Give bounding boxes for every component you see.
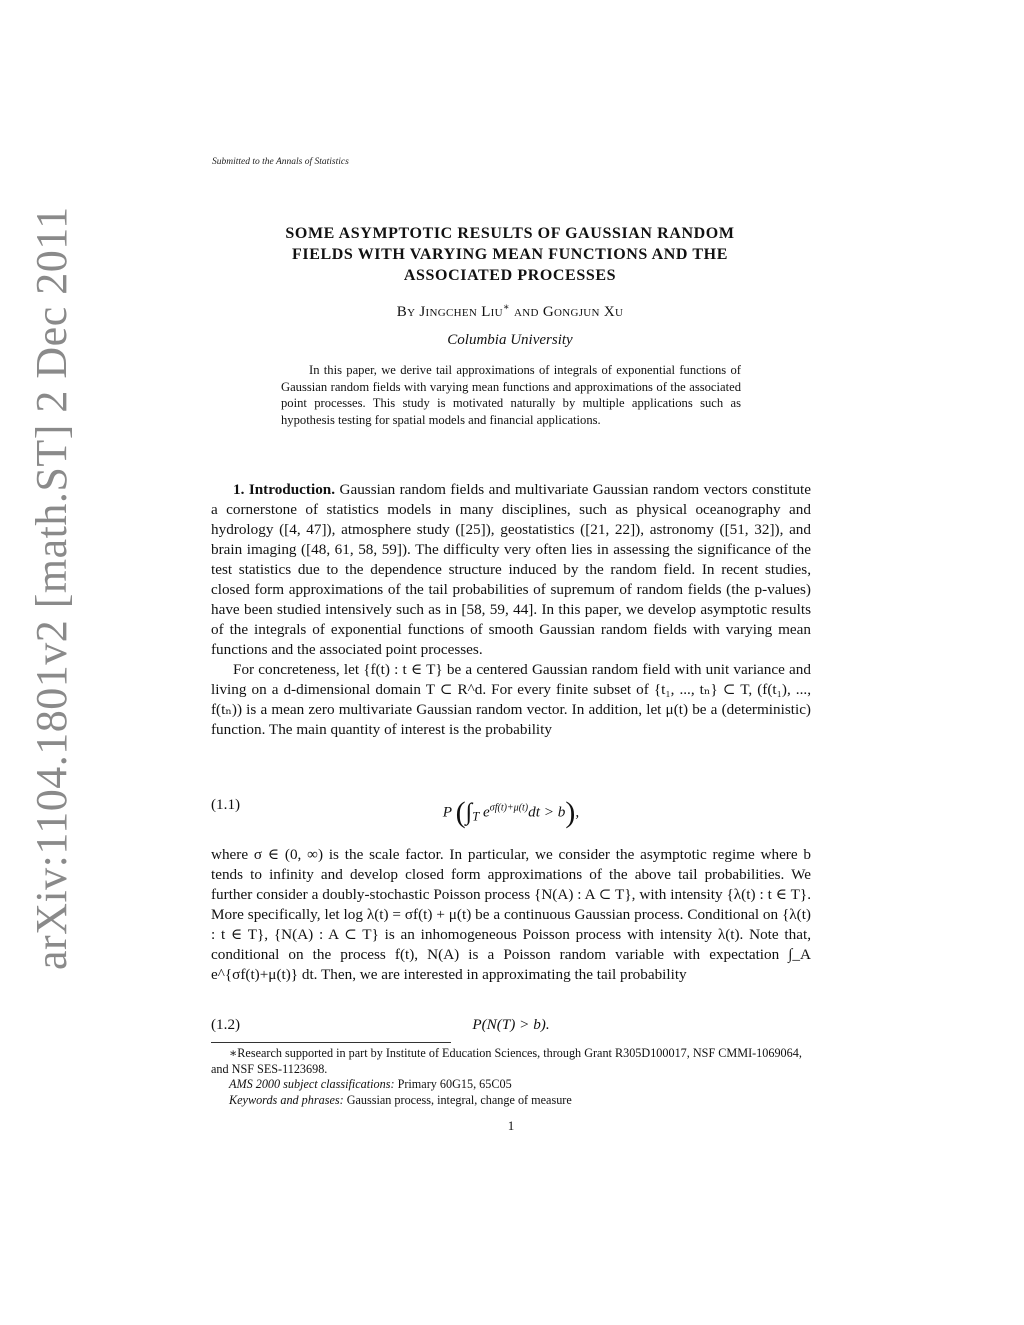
title-line-2: FIELDS WITH VARYING MEAN FUNCTIONS AND THE	[292, 246, 728, 263]
exponent: σf(t)+μ(t)	[489, 802, 529, 814]
footnote-rule	[211, 1042, 451, 1043]
arxiv-identifier-stamp: arXiv:1104.1801v2 [math.ST] 2 Dec 2011	[27, 206, 76, 970]
title-line-1: SOME ASYMPTOTIC RESULTS OF GAUSSIAN RANDOM	[285, 225, 735, 242]
submitted-note: Submitted to the Annals of Statistics	[212, 157, 349, 167]
abstract: In this paper, we derive tail approximations of integrals of exponential functions of Gaussian random fields with varying mean functions and approximations of the associated point processes. This study is motivated naturally by multiple applications such as hypothesis testing for spatial models and financial applications.	[281, 363, 741, 427]
equation-1-2-label: (1.2)	[211, 1016, 241, 1033]
by-word: By	[396, 304, 416, 320]
page-number: 1	[507, 1118, 515, 1133]
author-line	[210, 302, 810, 321]
equation-1-2-body: P(N(T) > b).	[472, 1016, 550, 1033]
intro-paragraph-3: where σ ∈ (0, ∞) is the scale factor. In particular, we consider the asymptotic regime where b tends to infinity and develop closed form approximations of the above tail probabilities. We further consider a doubly-stochastic Poisson process {N(A) : A ⊂ T}, with intensity {λ(t) : t ∈ T}. More specifically, let log λ(t) = σf(t) + μ(t) be a continuous Gaussian process. Conditional on {λ(t) : t ∈ T}, {N(A) : A ⊂ T} is an inhomogeneous Poisson process with intensity λ(t). Note that, conditional on the process f(t), N(A) is a Poisson random variable with expectation ∫_A e^{σf(t)+μ(t)} dt. Then, we are interested in approximating the tail probability	[211, 846, 811, 983]
integral-domain: T	[472, 809, 480, 824]
affiliation: Columbia University	[447, 332, 573, 348]
paper-title	[210, 223, 810, 286]
equation-1-1	[211, 786, 811, 829]
author-1: Jingchen Liu	[419, 304, 503, 320]
keywords: Keywords and phrases: Gaussian process, integral, change of measure	[229, 1092, 572, 1107]
title-line-3: ASSOCIATED PROCESSES	[403, 267, 617, 284]
intro-paragraph-1: 1. Introduction. Gaussian random fields and multivariate Gaussian random vectors constitute a cornerstone of statistics models in many disciplines, such as physical oceanography and hydrology ([4, 47]), atmosphere study ([25]), geostatistics ([21, 22]), astronomy ([51, 32]), and brain imaging ([48, 61, 58, 59]). The difficulty very often lies in assessing the significance of the test statistics due to the dependence structure induced by the random field. In recent studies, closed form approximations of the tail probabilities of supremum of random fields (the p-values) have been studied intensively such as in [58, 59, 44]. In this paper, we develop asymptotic results of the integrals of exponential functions of smooth Gaussian random fields with varying mean functions and the associated point processes.	[211, 481, 811, 658]
and-word: and	[514, 304, 539, 320]
ams-classification: AMS 2000 subject classifications: Primary 60G15, 65C05	[229, 1077, 512, 1091]
section-heading: 1. Introduction.	[233, 481, 336, 498]
author-1-footnote-mark: ∗	[502, 302, 510, 313]
footnotes	[211, 1046, 811, 1108]
funding-footnote: ∗Research supported in part by Institute of Education Sciences, through Grant R305D100017, NSF CMMI-1069064, and NSF SES-1123698.	[211, 1046, 802, 1076]
equation-1-1-body: P ($\int_T$ $e^{\sigma f(t)+\mu(t)}dt > b$),	[442, 796, 580, 829]
author-2: Gongjun Xu	[542, 304, 624, 320]
intro-section	[211, 480, 811, 740]
equation-1-2	[211, 1006, 811, 1046]
equation-1-1-label: (1.1)	[211, 796, 241, 813]
intro-continuation	[211, 845, 811, 985]
intro-paragraph-2: For concreteness, let {f(t) : t ∈ T} be a centered Gaussian random field with unit variance and living on a d-dimensional domain T ⊂ R^d. For every finite subset of {t₁, ..., tₙ} ⊂ T, (f(t₁), ..., f(tₙ)) is a mean zero multivariate Gaussian random vector. In addition, let μ(t) be a (deterministic) function. The main quantity of interest is the probability	[211, 661, 811, 738]
